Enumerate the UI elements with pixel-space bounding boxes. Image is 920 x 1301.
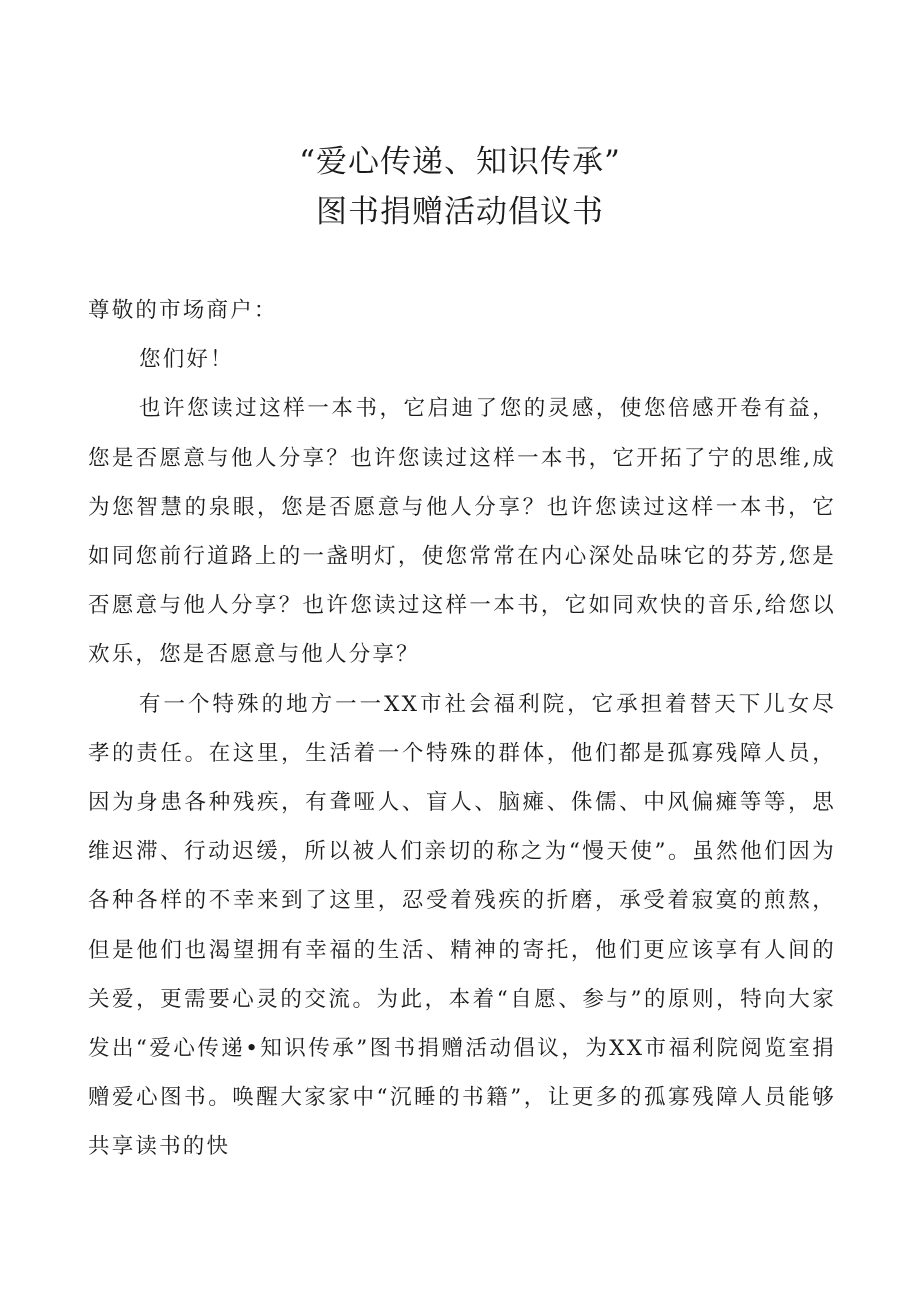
document-body (88, 286, 836, 1172)
greeting: 您们好！ (139, 347, 234, 373)
paragraph-share-books: 也许您读过这样一本书，它启迪了您的灵感，使您倍感开卷有益，您是否愿意与他人分享？也许您读过这样一本书，它开拓了宁的思维,成为您智慧的泉眼，您是否愿意与他人分享？也许您读过这样一本书，它如同您前行道路上的一盏明灯，使您常常在内心深处品味它的芬芳,您是否愿意与他人分享？也许您读过这样一本书，它如同欢快的音乐,给您以欢乐，您是否愿意与他人分享？ (88, 396, 836, 668)
paragraph-welfare-home: 有一个特殊的地方一一XX市社会福利院，它承担着替天下儿女尽孝的责任。在这里，生活着一个特殊的群体，他们都是孤寡残障人员，因为身患各种残疾，有聋哑人、盲人、脑瘫、侏儒、中风偏瘫等等，思维迟滞、行动迟缓，所以被人们亲切的称之为“慢天使”。虽然他们因为各种各样的不幸来到了这里，忍受着残疾的折磨，承受着寂寞的煎熬，但是他们也渴望拥有幸福的生活、精神的寄托，他们更应该享有人间的关爱，更需要心灵的交流。为此，本着“自愿、参与”的原则，特向大家发出“爱心传递•知识传承”图书捐赠活动倡议，为XX市福利院阅览室捐赠爱心图书。唤醒大家家中“沉睡的书籍”，让更多的孤寡残障人员能够共享读书的快 (88, 691, 836, 1160)
document-title-line-1: “爱心传递、知识传承” (299, 144, 621, 180)
document-title-line-2: 图书捐赠活动倡议书 (316, 194, 604, 230)
salutation: 尊敬的市场商户： (88, 298, 278, 323)
